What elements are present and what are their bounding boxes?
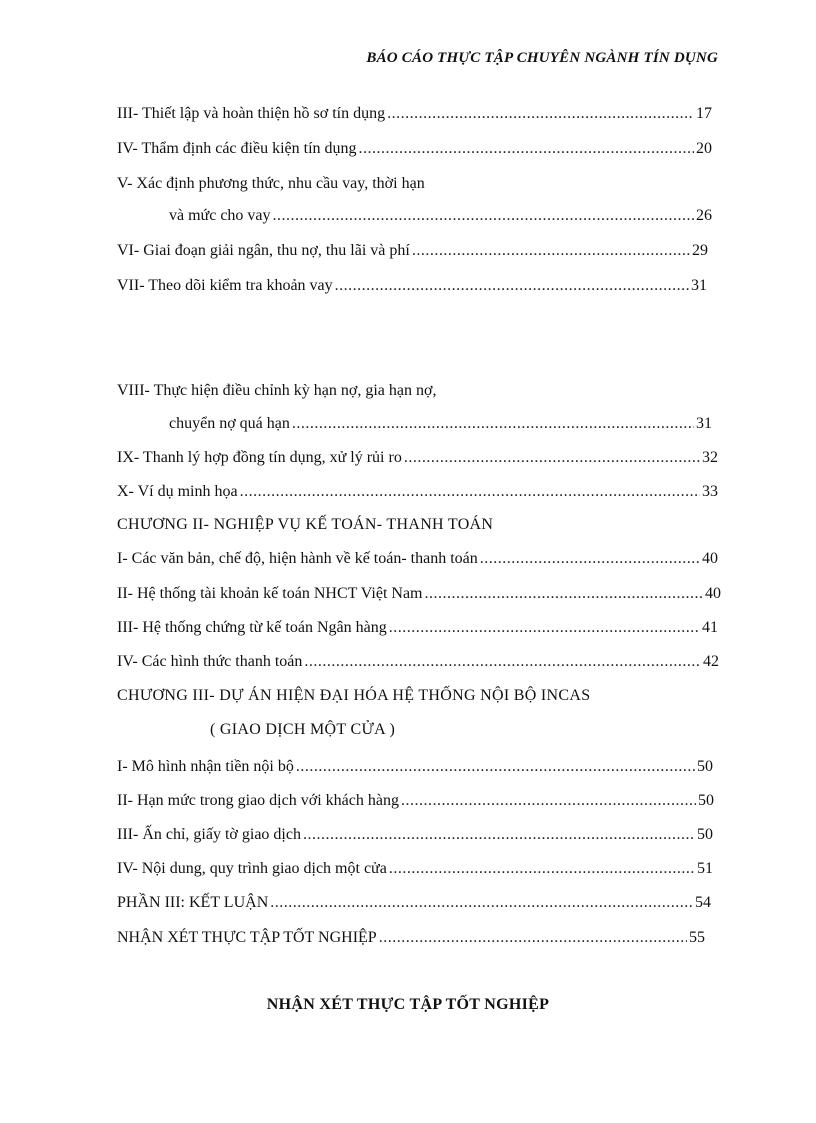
toc-page-number: 41: [702, 619, 718, 636]
toc-entry-debt-adjustment[interactable]: [169, 413, 712, 435]
chapter-3-subheading: ( GIAO DỊCH MỘT CỬA ): [210, 721, 396, 738]
chapter-2-heading[interactable]: CHƯƠNG II- NGHIỆP VỤ KẾ TOÁN- THANH TOÁN: [117, 516, 494, 533]
leader-dots: [240, 481, 700, 503]
leader-dots: [304, 651, 701, 673]
leader-dots: [412, 240, 690, 262]
toc-entry-disbursement[interactable]: [117, 240, 708, 262]
toc-label: NHẬN XÉT THỰC TẬP TỐT NGHIỆP: [117, 929, 377, 946]
toc-label: VI- Giai đoạn giải ngân, thu nợ, thu lãi và phí: [117, 242, 410, 259]
toc-label: IV- Các hình thức thanh toán: [117, 653, 303, 670]
leader-dots: [389, 858, 695, 880]
section-title: NHẬN XÉT THỰC TẬP TỐT NGHIỆP: [266, 996, 550, 1013]
leader-dots: [389, 617, 700, 639]
leader-dots: [303, 824, 695, 846]
toc-label: và mức cho vay: [169, 207, 271, 224]
toc-label: I- Mô hình nhận tiền nội bộ: [117, 758, 294, 775]
leader-dots: [401, 790, 696, 812]
chapter-3-heading[interactable]: CHƯƠNG III- DỰ ÁN HIỆN ĐẠI HÓA HỆ THỐNG NỘI BỘ INCAS: [117, 687, 591, 704]
toc-page-number: 17: [696, 105, 712, 122]
toc-entry-example[interactable]: [117, 481, 718, 503]
toc-label: II- Hạn mức trong giao dịch với khách hàng: [117, 792, 399, 809]
toc-entry-debt-adjustment-line1: VIII- Thực hiện điều chỉnh kỳ hạn nợ, gia hạn nợ,: [117, 382, 437, 399]
toc-label: III- Hệ thống chứng từ kế toán Ngân hàng: [117, 619, 387, 636]
leader-dots: [379, 927, 687, 949]
toc-label: III- Thiết lập và hoàn thiện hồ sơ tín dụng: [117, 105, 386, 122]
toc-page-number: 50: [697, 826, 713, 843]
toc-entry-voucher-system[interactable]: [117, 617, 718, 639]
toc-entry-internal-receipt[interactable]: [117, 756, 713, 778]
toc-page-number: 51: [697, 860, 713, 877]
toc-label: IX- Thanh lý hợp đồng tín dụng, xử lý rủi ro: [117, 449, 402, 466]
toc-page-number: 50: [698, 792, 714, 809]
page-header: BÁO CÁO THỰC TẬP CHUYÊN NGÀNH TÍN DỤNG: [366, 50, 718, 66]
toc-entry-credit-dossier[interactable]: [117, 103, 712, 125]
toc-label: III- Ấn chỉ, giấy tờ giao dịch: [117, 826, 301, 843]
toc-label: IV- Thẩm định các điều kiện tín dụng: [117, 140, 357, 157]
toc-entry-transaction-documents[interactable]: [117, 824, 713, 846]
toc-page-number: 31: [691, 277, 707, 294]
leader-dots: [296, 756, 695, 778]
toc-entry-contract-liquidation[interactable]: [117, 447, 718, 469]
toc-page-number: 42: [703, 653, 719, 670]
leader-dots: [273, 205, 694, 227]
toc-entry-loan-method[interactable]: [169, 205, 712, 227]
leader-dots: [480, 548, 700, 570]
toc-page-number: 20: [696, 140, 712, 157]
toc-entry-conclusion[interactable]: [117, 892, 711, 914]
toc-page-number: 32: [702, 449, 718, 466]
leader-dots: [404, 447, 700, 469]
toc-entry-payment-forms[interactable]: [117, 651, 719, 673]
toc-label: X- Ví dụ minh họa: [117, 483, 238, 500]
toc-entry-loan-method-line1: V- Xác định phương thức, nhu cầu vay, thời hạn: [117, 175, 425, 192]
toc-label: IV- Nội dung, quy trình giao dịch một cửa: [117, 860, 387, 877]
toc-entry-credit-appraisal[interactable]: [117, 138, 712, 160]
toc-page-number: 31: [696, 415, 712, 432]
toc-entry-remarks[interactable]: [117, 927, 705, 949]
toc-label: PHẦN III: KẾT LUẬN: [117, 894, 269, 911]
toc-page-number: 40: [702, 550, 718, 567]
leader-dots: [425, 583, 704, 605]
toc-page-number: 55: [689, 929, 705, 946]
leader-dots: [292, 413, 694, 435]
toc-page-number: 40: [705, 585, 721, 602]
toc-entry-loan-monitoring[interactable]: [117, 275, 707, 297]
leader-dots: [335, 275, 689, 297]
toc-label: I- Các văn bản, chế độ, hiện hành về kế toán- thanh toán: [117, 550, 478, 567]
leader-dots: [387, 103, 694, 125]
toc-entry-one-door-process[interactable]: [117, 858, 713, 880]
toc-entry-account-system[interactable]: [117, 583, 721, 605]
toc-entry-accounting-regulations[interactable]: [117, 548, 718, 570]
toc-entry-transaction-limits[interactable]: [117, 790, 714, 812]
toc-page-number: 54: [695, 894, 711, 911]
toc-page-number: 50: [697, 758, 713, 775]
toc-page-number: 33: [702, 483, 718, 500]
toc-page-number: 26: [696, 207, 712, 224]
leader-dots: [359, 138, 694, 160]
leader-dots: [270, 892, 693, 914]
toc-label: chuyển nợ quá hạn: [169, 415, 290, 432]
toc-label: VII- Theo dõi kiểm tra khoản vay: [117, 277, 333, 294]
toc-page-number: 29: [692, 242, 708, 259]
toc-label: II- Hệ thống tài khoản kế toán NHCT Việt Nam: [117, 585, 423, 602]
